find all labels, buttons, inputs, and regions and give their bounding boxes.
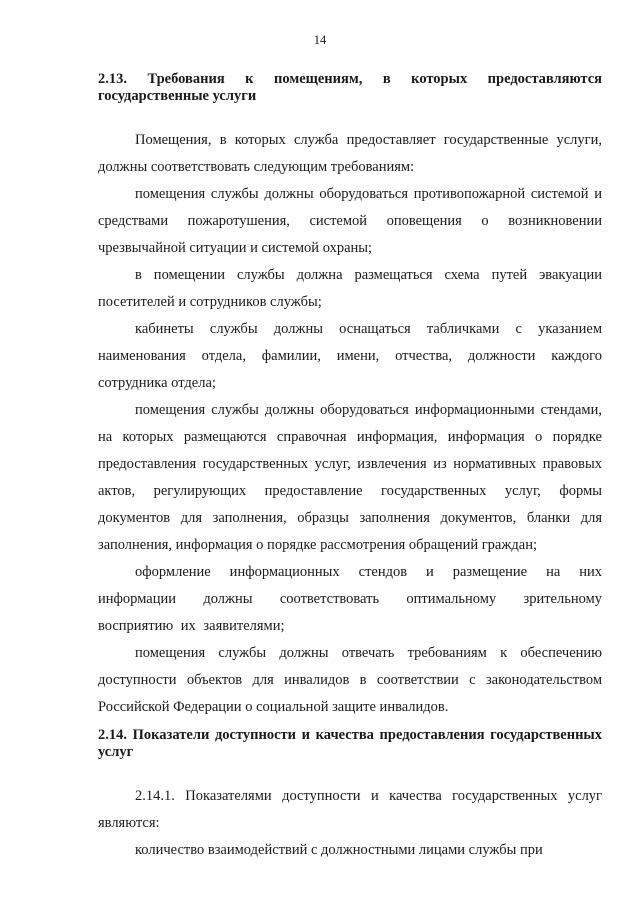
section-heading-2-13: 2.13. Требования к помещениям, в которых предоставляются государственные услуги <box>98 71 602 104</box>
section-heading-2-14: 2.14. Показатели доступности и качества предоставления государственных услуг <box>98 727 602 760</box>
requirement-item-office-signs: кабинеты службы должны оснащаться табличками с указанием наименования отдела, фамилии, имени, отчества, должности каждого сотрудника отдела; <box>98 321 602 391</box>
section-intro-paragraph: Помещения, в которых служба предоставляет государственные услуги, должны соответствовать следующим требованиям: <box>98 132 602 175</box>
requirement-item-accessibility: помещения службы должны отвечать требованиям к обеспечению доступности объектов для инвалидов в соответствии с законодательством Российской Федерации о социальной защите инвалидов. <box>98 645 602 715</box>
requirement-item-info-stands: помещения службы должны оборудоваться информационными стендами, на которых размещаются справочная информация, информация о порядке предоставления государственных услуг, извлечения из нормативных правовых актов, регулирующих предоставление государственных услуг, формы документов для заполнения, образцы заполнения документов, бланки для заполнения, информация о порядке рассмотрения обращений граждан; <box>98 402 602 553</box>
indicators-paragraph: 2.14.1. Показателями доступности и качества государственных услуг являются: <box>98 788 602 831</box>
requirement-item-fire-safety: помещения службы должны оборудоваться противопожарной системой и средствами пожаротушения, системой оповещения о возникновении чрезвычайной ситуации и системой охраны; <box>98 186 602 256</box>
requirement-item-evacuation-plan: в помещении службы должна размещаться схема путей эвакуации посетителей и сотрудников службы; <box>98 267 602 310</box>
interactions-count-paragraph: количество взаимодействий с должностными лицами службы при <box>135 842 543 858</box>
document-body <box>98 67 602 864</box>
page-number: 14 <box>313 33 327 47</box>
requirement-item-stand-design: оформление информационных стендов и размещение на них информации должны соответствовать оптимальному зрительному восприятию их заявителями; <box>98 564 602 634</box>
